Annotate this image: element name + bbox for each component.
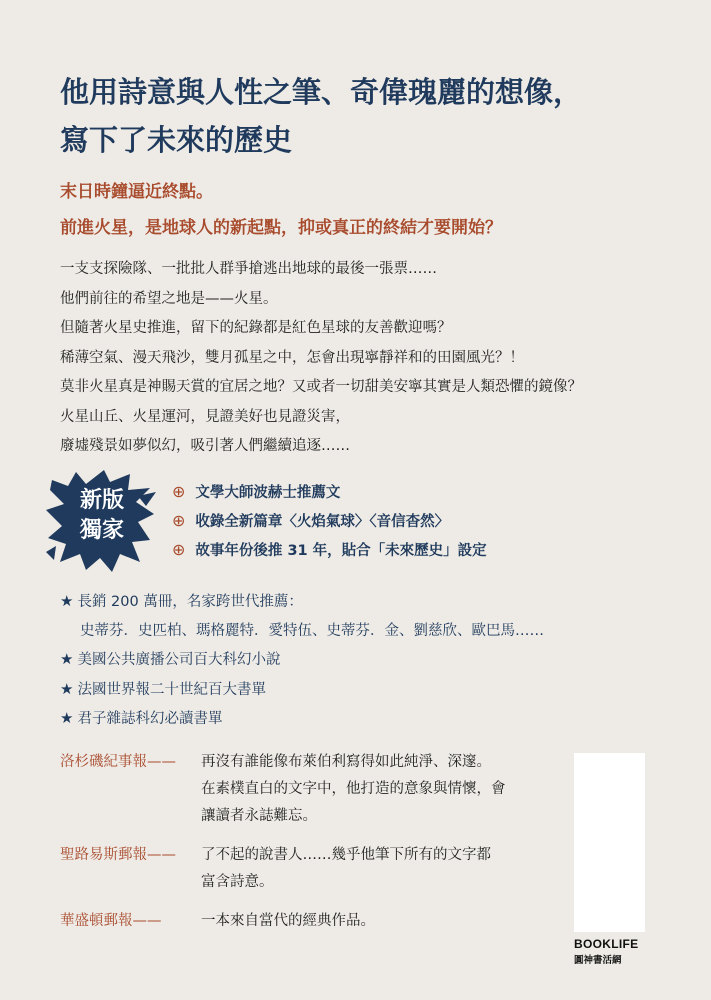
synopsis-line: 火星山丘、火星運河，見證美好也見證災害，	[60, 408, 350, 425]
praise-item	[60, 645, 544, 675]
review-source: 聖路易斯郵報——	[60, 847, 176, 863]
review-source: 華盛頓郵報——	[60, 913, 162, 929]
publisher-logo	[574, 937, 654, 966]
headline-line-1: 他用詩意與人性之筆、奇偉瑰麗的想像，	[60, 75, 583, 109]
headline-line-2: 寫下了未來的歷史	[60, 123, 293, 157]
quote-line: 讓讀者永誌難忘。	[201, 808, 317, 824]
quote-line: 再沒有誰能像布萊伯利寫得如此純淨、深邃。	[201, 754, 491, 770]
review-quote	[201, 749, 556, 830]
star-icon: ★	[60, 709, 74, 727]
synopsis	[60, 255, 582, 462]
review-quote	[201, 908, 556, 935]
badge-line-1: 新版	[79, 488, 124, 513]
badge-line-2: 獨家	[79, 518, 124, 543]
praise-text: 長銷 200 萬冊，名家跨世代推薦：	[77, 594, 303, 610]
feature-item	[172, 507, 487, 536]
circle-plus-icon: ⊕	[172, 540, 186, 559]
feature-text: 收錄全新篇章〈火焰氣球〉〈音信杳然〉	[195, 514, 450, 530]
review	[60, 908, 556, 935]
headline	[60, 68, 680, 164]
subheadline	[60, 174, 502, 246]
circle-plus-icon: ⊕	[172, 482, 186, 501]
feature-text: 文學大師波赫士推薦文	[195, 485, 341, 501]
synopsis-line: 他們前往的希望之地是——火星。	[60, 290, 278, 307]
praise-text: 君子雜誌科幻必讀書單	[77, 711, 223, 727]
quote-line: 富含詩意。	[201, 874, 274, 890]
quote-line: 在素樸直白的文字中，他打造的意象與情懷，會	[201, 781, 506, 797]
subheadline-line-2: 前進火星，是地球人的新起點，抑或真正的終結才要開始？	[60, 218, 502, 238]
praise-detail: 史蒂芬．史匹柏、瑪格麗特．愛特伍、史蒂芬．金、劉慈欣、歐巴馬……	[80, 622, 544, 639]
synopsis-line: 但隨著火星史推進，留下的紀錄都是紅色星球的友善歡迎嗎？	[60, 320, 452, 336]
praise-text: 美國公共廣播公司百大科幻小說	[77, 652, 281, 668]
quote-line: 了不起的說書人……幾乎他筆下所有的文字都	[201, 847, 491, 863]
praise-item	[60, 704, 544, 734]
praise-item	[60, 587, 544, 617]
review-source: 洛杉磯紀事報——	[60, 754, 176, 770]
praise-text: 法國世界報二十世紀百大書單	[77, 681, 266, 698]
praise-list	[60, 587, 544, 734]
review	[60, 842, 556, 896]
circle-plus-icon: ⊕	[172, 511, 186, 530]
feature-text: 故事年份後推 31 年，貼合「未來歷史」設定	[195, 543, 487, 559]
synopsis-line: 莫非火星真是神賜天賞的宜居之地？又或者一切甜美安寧其實是人類恐懼的鏡像？	[60, 379, 582, 395]
review	[60, 749, 556, 830]
subheadline-line-1: 末日時鐘逼近終點。	[60, 182, 213, 202]
badge-text	[72, 486, 132, 546]
star-icon: ★	[60, 679, 74, 698]
feature-item	[172, 536, 487, 565]
synopsis-line: 廢墟殘景如夢似幻，吸引著人們繼續追逐……	[60, 438, 350, 454]
star-icon: ★	[60, 650, 74, 668]
publisher-name: 圓神書活網	[574, 955, 622, 966]
synopsis-line: 稀薄空氣、漫天飛沙，雙月孤星之中，怎會出現寧靜祥和的田園風光？！	[60, 349, 524, 366]
feature-item	[172, 478, 487, 507]
review-quote	[201, 842, 556, 896]
synopsis-line: 一支支探險隊、一批批人群爭搶逃出地球的最後一張票……	[60, 261, 437, 277]
feature-list	[172, 478, 487, 565]
star-icon: ★	[60, 592, 74, 610]
quote-line: 一本來自當代的經典作品。	[201, 913, 375, 929]
review-list	[60, 749, 556, 947]
publisher-brand: BOOKLIFE	[574, 937, 639, 951]
new-edition-badge	[46, 466, 156, 576]
praise-item	[60, 675, 544, 705]
barcode-area	[574, 753, 645, 932]
